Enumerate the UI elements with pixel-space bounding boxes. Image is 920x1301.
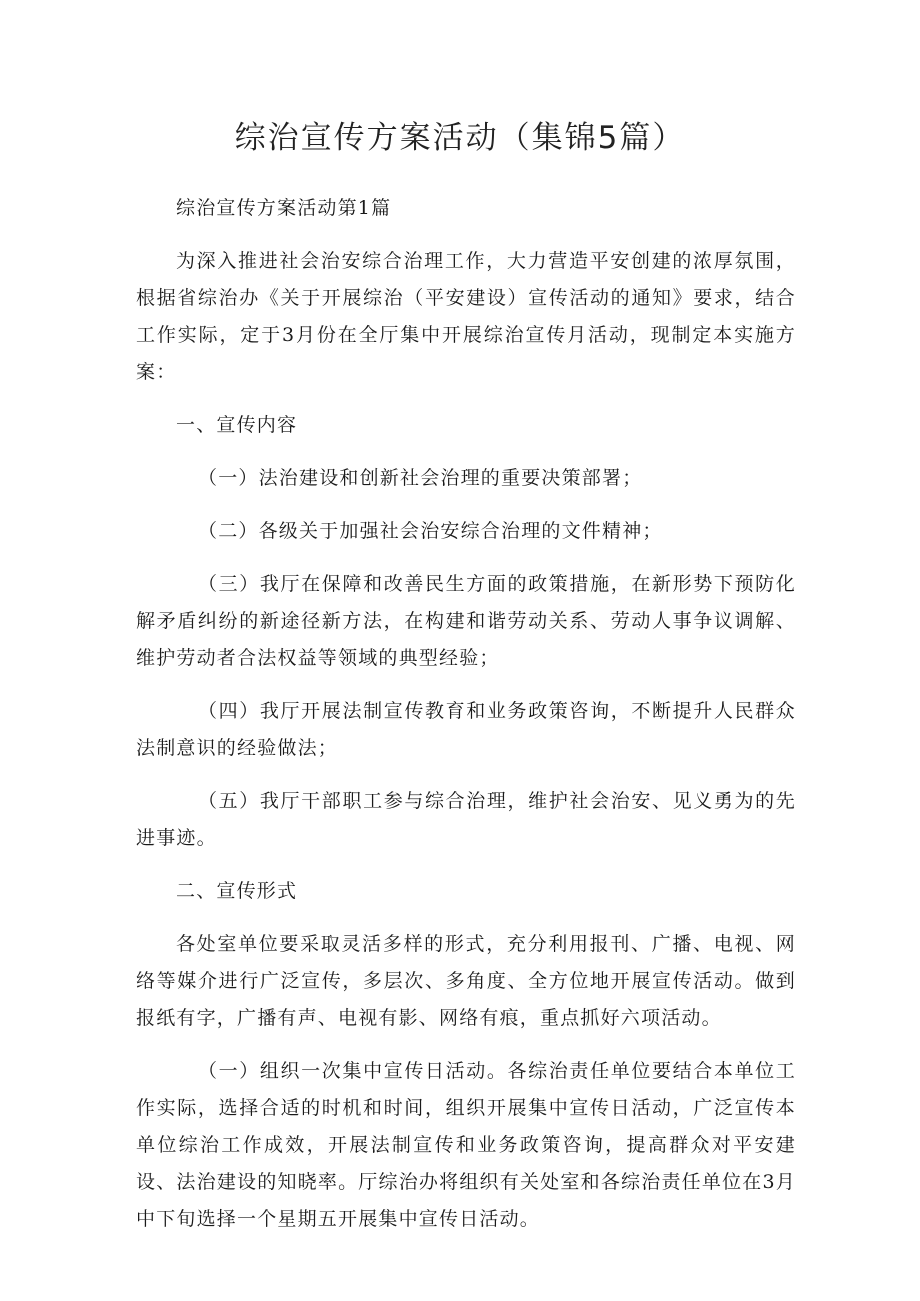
activity-item-1: （一）组织一次集中宣传日活动。各综治责任单位要结合本单位工作实际，选择合适的时机和时间，组织开展集中宣传日活动，广泛宣传本单位综治工作成效，开展法制宣传和业务政策咨询，提高群众对平安建设、法治建设的知晓率。厅综治办将组织有关处室和各综治责任单位在3月中下旬选择一个星期五开展集中宣传日活动。 <box>136 1060 796 1230</box>
content-item-3: （三）我厅在保障和改善民生方面的政策措施，在新形势下预防化解矛盾纠纷的新途径新方法，在构建和谐劳动关系、劳动人事争议调解、维护劳动者合法权益等领域的典型经验； <box>136 573 796 669</box>
content-item-5: （五）我厅干部职工参与综合治理，维护社会治安、见义勇为的先进事迹。 <box>136 790 796 849</box>
heading-content: 一、宣传内容 <box>176 414 298 436</box>
form-paragraph: 各处室单位要采取灵活多样的形式，充分利用报刊、广播、电视、网络等媒介进行广泛宣传，多层次、多角度、全方位地开展宣传活动。做到报纸有字，广播有声、电视有影、网络有痕，重点抓好六项活动。 <box>136 933 796 1029</box>
intro-paragraph: 为深入推进社会治安综合治理工作，大力营造平安创建的浓厚氛围，根据省综治办《关于开展综治（平安建设）宣传活动的通知》要求，结合工作实际，定于3月份在全厅集中开展综治宣传月活动，现制定本实施方案： <box>136 250 796 383</box>
document-body <box>136 190 796 1254</box>
section-subtitle: 综治宣传方案活动第1篇 <box>176 197 392 219</box>
content-item-1: （一）法治建设和创新社会治理的重要决策部署； <box>198 467 643 489</box>
content-item-2: （二）各级关于加强社会治安综合治理的文件精神； <box>198 520 663 542</box>
content-item-4: （四）我厅开展法制宣传教育和业务政策咨询，不断提升人民群众法制意识的经验做法； <box>136 700 796 759</box>
document-title: 综治宣传方案活动（集锦5篇） <box>234 120 686 156</box>
heading-form: 二、宣传形式 <box>176 880 298 902</box>
